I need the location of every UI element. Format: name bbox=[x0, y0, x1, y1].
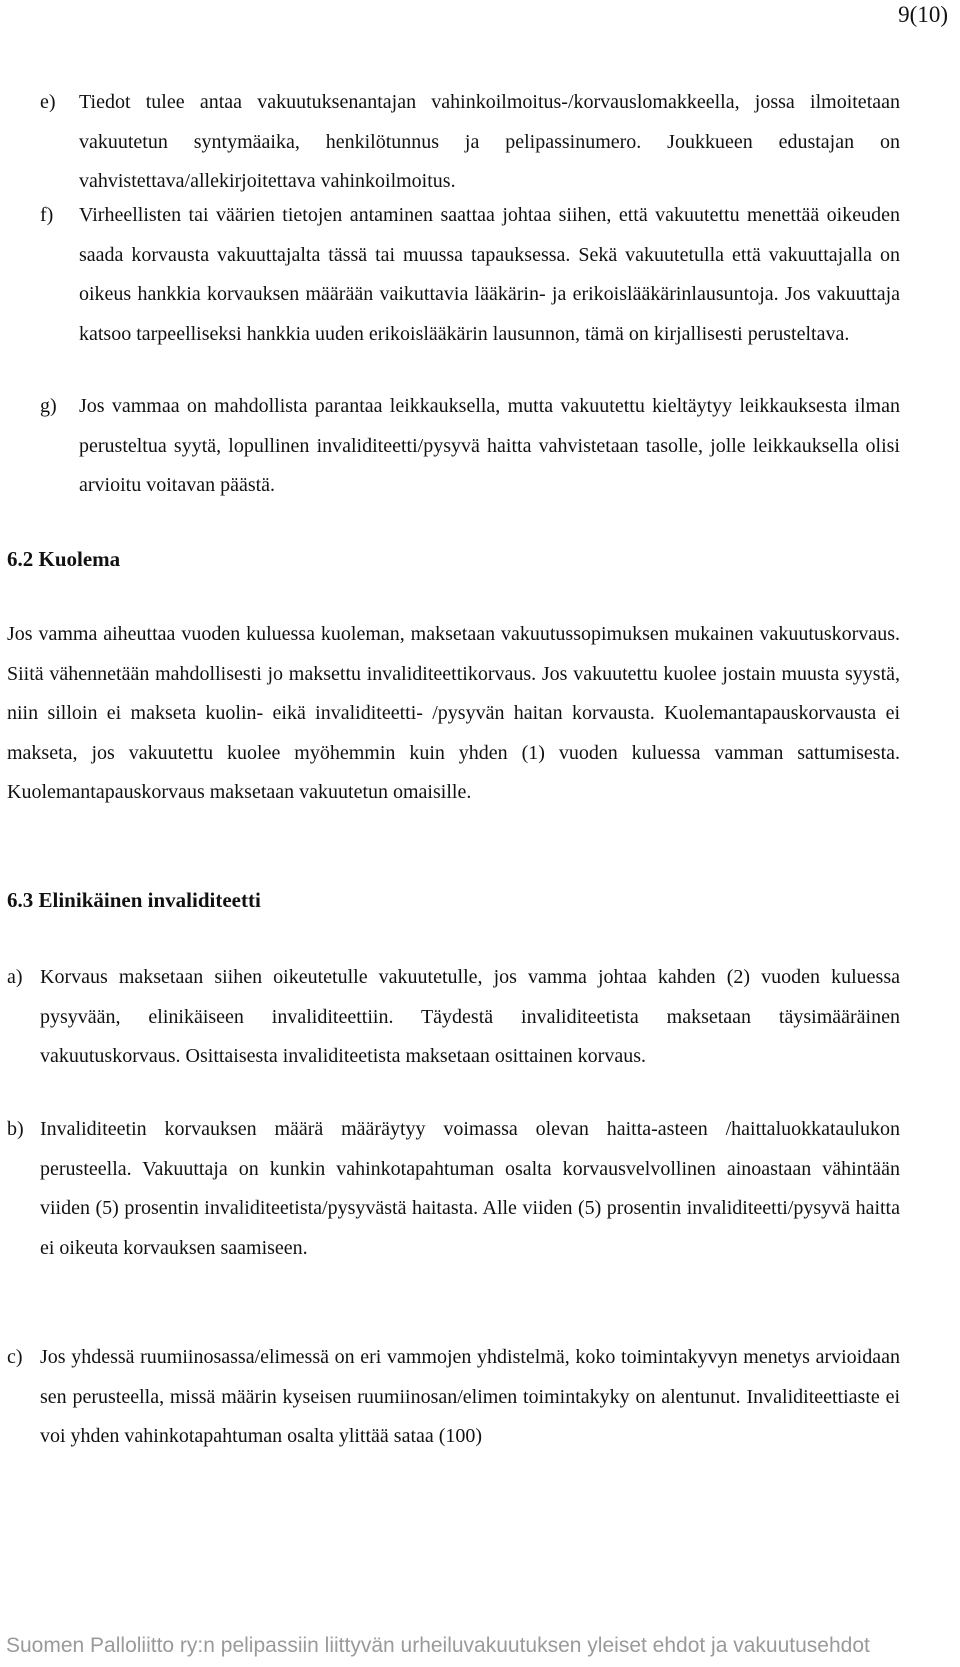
section-text-6-2: Jos vamma aiheuttaa vuoden kuluessa kuoleman, maksetaan vakuutussopimuksen mukainen vakuutuskorvaus. Siitä vähennetään mahdollisesti jo maksettu invaliditeettikorvaus. Jos vakuutettu kuolee jostain muusta syystä, niin silloin ei makseta kuolin- eikä invaliditeetti- /pysyvän haitan korvausta. Kuolemantapauskorvausta ei makseta, jos vakuutettu kuolee myöhemmin kuin yhden (1) vuoden kuluessa vamman sattumisesta. Kuolemantapauskorvaus maksetaan vakuutetun omaisille. bbox=[7, 623, 900, 803]
item-text-e: Tiedot tulee antaa vakuutuksenantajan vahinkoilmoitus-/korvauslomakkeella, jossa ilmoitetaan vakuutetun syntymäaika, henkilötunnus ja pelipassinumero. Joukkueen edustajan on vahvistettava/allekirjoitettava vahinkoilmoitus. bbox=[79, 91, 900, 192]
item-label-b: b) bbox=[7, 1118, 24, 1140]
item-label-f: f) bbox=[40, 204, 54, 226]
item-label-a: a) bbox=[7, 966, 23, 988]
item-label-g: g) bbox=[40, 395, 57, 417]
item-text-c: Jos yhdessä ruumiinosassa/elimessä on eri vammojen yhdistelmä, koko toimintakyvyn menetys arvioidaan sen perusteella, missä määrin kyseisen ruumiinosan/elimen toimintakyky on alentunut. Invaliditeettiaste ei voi yhden vahinkotapahtuman osalta ylittää sataa (100) bbox=[40, 1346, 900, 1447]
item-text-b: Invaliditeetin korvauksen määrä määräytyy voimassa olevan haitta-asteen /haittaluokkataulukon perusteella. Vakuuttaja on kunkin vahinkotapahtuman osalta korvausvelvollinen ainoastaan vähintään viiden (5) prosentin invaliditeetista/pysyvästä haitasta. Alle viiden (5) prosentin invaliditeetti/pysyvä haitta ei oikeuta korvauksen saamiseen. bbox=[40, 1118, 900, 1259]
item-text-f: Virheellisten tai väärien tietojen antaminen saattaa johtaa siihen, että vakuutettu menettää oikeuden saada korvausta vakuuttajalta tässä tai muussa tapauksessa. Sekä vakuutetulla että vakuuttajalla on oikeus hankkia korvauksen määrään vaikuttavia lääkärin- ja erikoislääkärinlausuntoja. Jos vakuuttaja katsoo tarpeelliseksi hankkia uuden erikoislääkärin lausunnon, tämä on kirjallisesti perusteltava. bbox=[79, 204, 900, 345]
page-footer: Suomen Palloliitto ry:n pelipassiin liittyvän urheiluvakuutuksen yleiset ehdot ja vakuutusehdot bbox=[6, 1634, 870, 1657]
section-heading-6-3: 6.3 Elinikäinen invaliditeetti bbox=[7, 888, 261, 912]
item-text-a: Korvaus maksetaan siihen oikeutetulle vakuutetulle, jos vamma johtaa kahden (2) vuoden kuluessa pysyvään, elinikäiseen invaliditeettiin. Täydestä invaliditeetista maksetaan täysimääräinen vakuutuskorvaus. Osittaisesta invaliditeetista maksetaan osittainen korvaus. bbox=[40, 966, 900, 1067]
item-text-g: Jos vammaa on mahdollista parantaa leikkauksella, mutta vakuutettu kieltäytyy leikkauksesta ilman perusteltua syytä, lopullinen invaliditeetti/pysyvä haitta vahvistetaan tasolle, jolle leikkauksella olisi arvioitu voitavan päästä. bbox=[79, 395, 900, 496]
page-number: 9(10) bbox=[898, 2, 948, 27]
item-label-e: e) bbox=[40, 91, 56, 113]
section-heading-6-2: 6.2 Kuolema bbox=[7, 547, 121, 571]
item-label-c: c) bbox=[7, 1346, 23, 1368]
